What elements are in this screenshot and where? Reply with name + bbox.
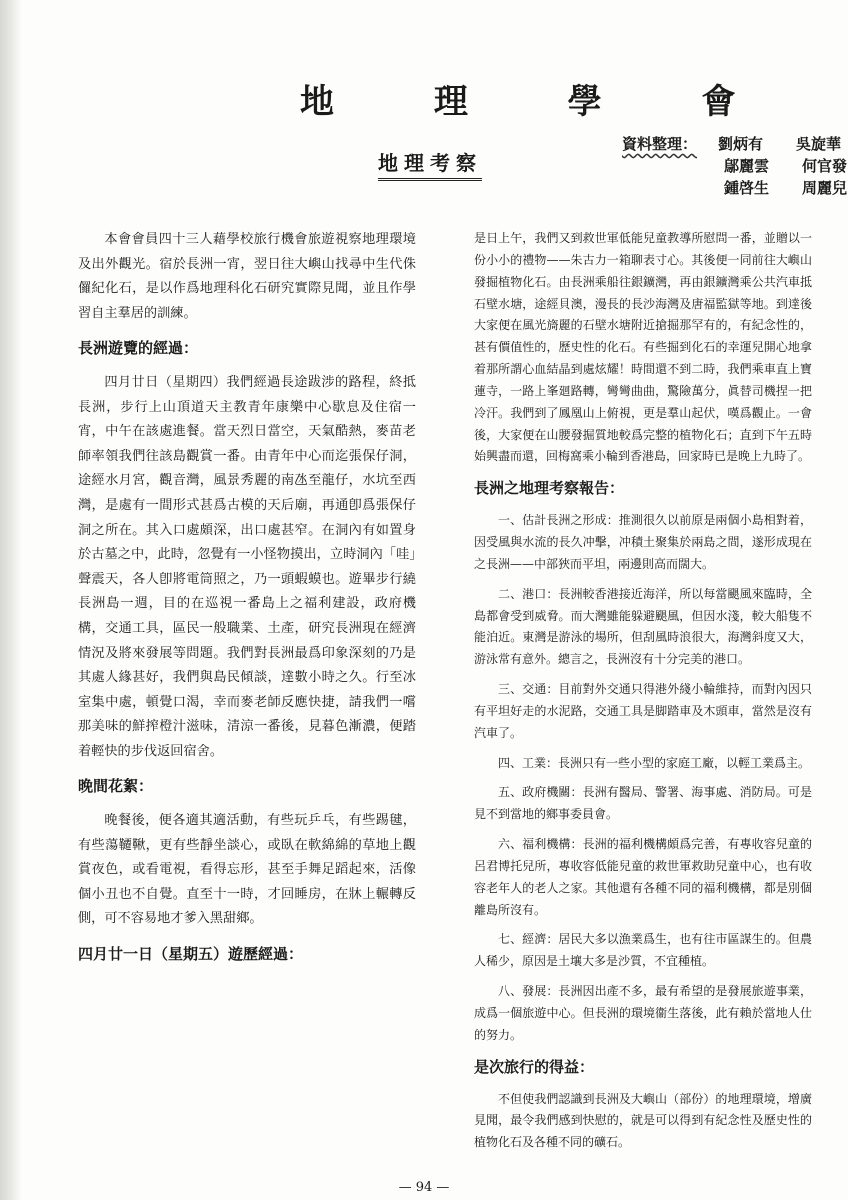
credits-row-3 xyxy=(622,177,848,199)
report-item: 七、經濟：居民大多以漁業爲生，也有往市區謀生的。但農人稀少，原因是土壤大多是沙質，不宜種植。 xyxy=(474,932,812,969)
credit-name: 吳旋華 xyxy=(796,135,842,153)
credit-name: 鄔麗雲 xyxy=(724,157,770,175)
credits-label: 資料整理： xyxy=(622,135,698,153)
credit-name: 周麗兒 xyxy=(802,179,848,197)
section-heading: 四月廿一日（星期五）遊歷經過： xyxy=(78,945,304,964)
article-subtitle: 地理考察 xyxy=(378,147,482,181)
report-item: 五、政府機關：長洲有醫局、警署、海事處、消防局。可是見不到當地的鄉事委員會。 xyxy=(474,785,812,822)
page-edge-shadow xyxy=(0,0,22,1200)
report-item: 三、交通：目前對外交通只得港外綫小輪維持，而對內因只有平坦好走的水泥路，交通工具是脚踏車及木頭車，當然是沒有汽車了。 xyxy=(474,682,812,740)
credit-name: 劉炳有 xyxy=(718,135,764,153)
report-item: 六、福利機構：長洲的福利機構頗爲完善，有專收容兒童的呂君博托兒所，專收容低能兒童的救世軍救助兒童中心，也有收容老年人的老人之家。其他還有各種不同的福利機構，都是別個離島所沒有。 xyxy=(474,837,812,917)
page-title: 地 理 學 會 xyxy=(300,82,780,122)
left-column xyxy=(78,228,416,977)
report-item: 八、發展：長洲因出產不多，最有希望的是發展旅遊事業，成爲一個旅遊中心。但長洲的環境衞生落後，此有賴於當地人仕的努力。 xyxy=(474,984,812,1042)
section-heading: 長洲之地理考察報告： xyxy=(474,479,625,498)
credits-row-2 xyxy=(622,155,848,177)
section-paragraph: 不但使我們認識到長洲及大嶼山（部份）的地理環境，增廣見聞，最令我們感到快慰的，就是可以得到有紀念性及歷史性的植物化石及各種不同的礦石。 xyxy=(474,1091,812,1150)
section-paragraph: 晚餐後，便各適其適活動，有些玩乒乓，有些踢毽，有些蕩韆鞦，更有些靜坐談心，或臥在軟綿綿的草地上觀賞夜色，或看電視，看得忘形，甚至手舞足蹈起來，活像個小丑也不自覺。直至十一時，才回睡房，在牀上輾轉反側，可不容易地才爹入黑甜鄉。 xyxy=(78,813,416,927)
credits-row-1 xyxy=(622,133,848,155)
section-heading: 晚間花絮： xyxy=(78,777,154,796)
credits-block xyxy=(622,133,848,199)
section-paragraph: 是日上午，我們又到救世軍低能兒童教導所慰問一番，並贈以一份小小的禮物——朱古力一箱聊表寸心。其後便一同前往大嶼山發掘植物化石。由長洲乘船往銀鑛灣，再由銀鑛灣乘公共汽車抵石壁水塘，途經貝澳，漫長的長沙海灣及唐福監獄等地。到達後大家便在風光旖麗的石壁水塘附近搶掘那罕有的，有紀念性的，甚有價值性的，歷史性的化石。有些掘到化石的幸運兒開心地拿着那所謂心血結晶到處炫耀！時間還不到二時，我們乘車直上寶蓮寺，一路上峯廻路轉，彎彎曲曲，驚險萬分，眞替司機捏一把冷汗。我們到了鳳凰山上俯視，更是羣山起伏，嘆爲觀止。一會後，大家便在山腰發掘質地較爲完整的植物化石；直到下午五時始興盡而還，回梅窩乘小輪到香港島，回家時已是晚上九時了。 xyxy=(474,231,812,464)
section-paragraph: 四月廿日（星期四）我們經過長途跋涉的路程，終抵長洲，步行上山頂道天主教青年康樂中心歇息及住宿一宵，中午在該處進餐。當天烈日當空，天氣酷熱，麥苗老師率領我們往該島觀賞一番。由青年中心而迄張保仔洞，途經水月宮，觀音灣，風景秀麗的南氹至龍仔，水坑至西灣，是處有一間形式甚爲古模的天后廟，再通卽爲張保仔洞之所在。其入口處頗深，出口處甚窄。在洞內有如置身於古墓之中，此時，忽覺有一小怪物摸出，立時洞內「哇」聲震天，各人卽將電筒照之，乃一頭蝦蟆也。遊畢步行繞長洲島一週，目的在巡視一番島上之福利建設，政府機構，交通工具，區民一般職業、土產，研究長洲現在經濟情況及將來發展等問題。我們對長洲最爲印象深刻的乃是其處人緣甚好，我們與島民傾談，達數小時之久。行至冰室集中處，頓覺口渴，幸而麥老師反應快捷，請我們一嚐那美味的鮮搾橙汁滋味，清涼一番後，見暮色漸濃，便踏着輕快的步伐返回宿舍。 xyxy=(78,374,416,759)
right-column xyxy=(474,228,812,1162)
section-heading: 是次旅行的得益： xyxy=(474,1057,595,1076)
report-item: 二、港口：長洲較香港接近海洋，所以每當颶風來臨時，全島都會受到威脅。而大灣雖能躲避颶風，但因水淺，較大船隻不能泊近。東灣是游泳的場所，但刮風時浪很大，海灣斜度又大，游泳常有意外。總言之，長洲沒有十分完美的港口。 xyxy=(474,586,812,667)
report-item: 四、工業：長洲只有一些小型的家庭工廠，以輕工業爲主。 xyxy=(498,755,811,770)
page-number: — 94 — xyxy=(398,1180,450,1195)
report-item: 一、估計長洲之形成：推測很久以前原是兩個小島相對着，因受風與水流的長久冲擊，冲積土聚集於兩島之間，遂形成現在之長洲——中部狹而平坦，兩邊則高而闊大。 xyxy=(474,513,812,571)
section-heading: 長洲遊覽的經過： xyxy=(78,339,199,358)
credit-name: 鍾啓生 xyxy=(724,179,770,197)
credit-name: 何官發 xyxy=(802,157,848,175)
intro-paragraph: 本會會員四十三人藉學校旅行機會旅遊視察地理環境及出外觀光。宿於長洲一宵，翌日往大嶼山找尋中生代侏儸紀化石，是以作爲地理科化石研究實際見聞，並且作學習自主羣居的訓練。 xyxy=(78,232,416,321)
